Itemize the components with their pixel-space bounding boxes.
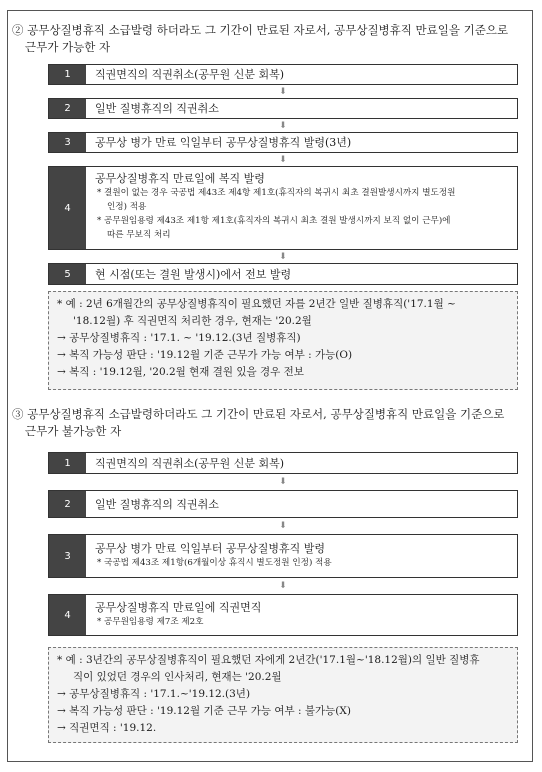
section3-step-4 (48, 594, 518, 636)
example-line: → 공무상질병휴직 : '17.1.~'19.12.(3년) (57, 688, 251, 700)
down-arrow-icon: ⬇ (279, 521, 287, 531)
section3-heading-line2: 근무가 불가능한 자 (25, 424, 122, 438)
step-note-line: * 공무원임용령 제43조 제1항 제1호(휴직자의 복귀시 최초 결원 발생시까지 보직 없이 근무)에 (97, 216, 451, 226)
example-line: → 공무상질병휴직 : '17.1. ~ '19.12.(3년 질병휴직) (57, 332, 301, 344)
step-number: 2 (49, 491, 86, 517)
down-arrow-icon: ⬇ (279, 252, 287, 262)
example-line: → 복직 가능성 판단 : '19.12월 기준 근무가 가능 여부 : 가능(O) (57, 349, 353, 361)
section3-step-1 (48, 452, 518, 474)
down-arrow-icon: ⬇ (279, 477, 287, 487)
section3-example-box (48, 647, 518, 743)
down-arrow-icon: ⬇ (279, 581, 287, 591)
example-line: 직이 있었던 경우의 인사처리, 현재는 '20.2월 (73, 671, 282, 683)
section3-step-2 (48, 490, 518, 518)
step-number: 3 (49, 133, 86, 152)
step-title: 직권면직의 직권취소(공무원 신분 회복) (95, 457, 285, 470)
section2-step-5 (48, 263, 518, 285)
step-number: 1 (49, 65, 86, 84)
section3-heading (12, 406, 527, 440)
down-arrow-icon: ⬇ (279, 155, 287, 165)
example-line: * 예 : 2년 6개월간의 공무상질병휴직이 필요했던 자를 2년간 일반 질병휴직('17.1월 ~ (57, 298, 456, 310)
step-note: * 국공법 제43조 제1항(6개월이상 휴직시 별도정원 인정) 적용 (97, 558, 332, 568)
step-number: 2 (49, 99, 86, 118)
step-number: 3 (49, 535, 86, 577)
example-line: '18.12월) 후 직권면직 처리한 경우, 현재는 '20.2월 (73, 315, 312, 327)
section2-heading-line1: ② 공무상질병휴직 소급발령 하더라도 그 기간이 만료된 자로서, 공무상질병휴직 만료일을 기준으로 (12, 23, 509, 37)
example-line: → 직권면직 : '19.12. (57, 722, 157, 734)
section2-step-3 (48, 132, 518, 153)
step-title: 일반 질병휴직의 직권취소 (95, 102, 219, 115)
step-title: 공무상질병휴직 만료일에 직권면직 (95, 601, 262, 614)
down-arrow-icon: ⬇ (279, 87, 287, 97)
step-number: 4 (49, 595, 86, 635)
section2-heading (12, 22, 527, 56)
example-line: → 복직 가능성 판단 : '19.12월 기준 근무 가능 여부 : 불가능(X) (57, 705, 351, 717)
step-title: 공무상 병가 만료 익일부터 공무상질병휴직 발령(3년) (95, 136, 352, 149)
step-number: 5 (49, 264, 86, 284)
step-note-line: 인정) 적용 (107, 202, 147, 212)
example-line: → 복직 : '19.12월, '20.2월 현재 결원 있을 경우 전보 (57, 366, 304, 378)
section2-example-box (48, 291, 518, 390)
down-arrow-icon: ⬇ (279, 121, 287, 131)
section2-step-2 (48, 98, 518, 119)
section2-step-4 (48, 166, 518, 250)
section3-heading-line1: ③ 공무상질병휴직 소급발령하더라도 그 기간이 만료된 자로서, 공무상질병휴직 만료일을 기준으로 (12, 407, 505, 421)
step-title: 직권면직의 직권취소(공무원 신분 회복) (95, 68, 285, 81)
step-number: 1 (49, 453, 86, 473)
step-note (95, 186, 511, 242)
section2-heading-line2: 근무가 가능한 자 (25, 40, 111, 54)
step-note-line: * 결원이 없는 경우 국공법 제43조 제4항 제1호(휴직자의 복귀시 최초 결원발생시까지 별도정원 (97, 188, 456, 198)
section3-step-3 (48, 534, 518, 578)
section2-step-1 (48, 64, 518, 85)
step-title: 공무상 병가 만료 익일부터 공무상질병휴직 발령 (95, 542, 326, 555)
step-number: 4 (49, 167, 86, 249)
step-title: 일반 질병휴직의 직권취소 (95, 498, 219, 511)
step-title: 현 시점(또는 결원 발생시)에서 전보 발령 (95, 268, 292, 281)
example-line: * 예 : 3년간의 공무상질병휴직이 필요했던 자에게 2년간('17.1월~'18.12월)의 일반 질병휴 (57, 654, 480, 666)
step-note: * 공무원임용령 제7조 제2호 (97, 617, 204, 627)
step-title: 공무상질병휴직 만료일에 복직 발령 (95, 172, 265, 185)
step-note-line: 따른 무보직 처리 (107, 230, 171, 240)
